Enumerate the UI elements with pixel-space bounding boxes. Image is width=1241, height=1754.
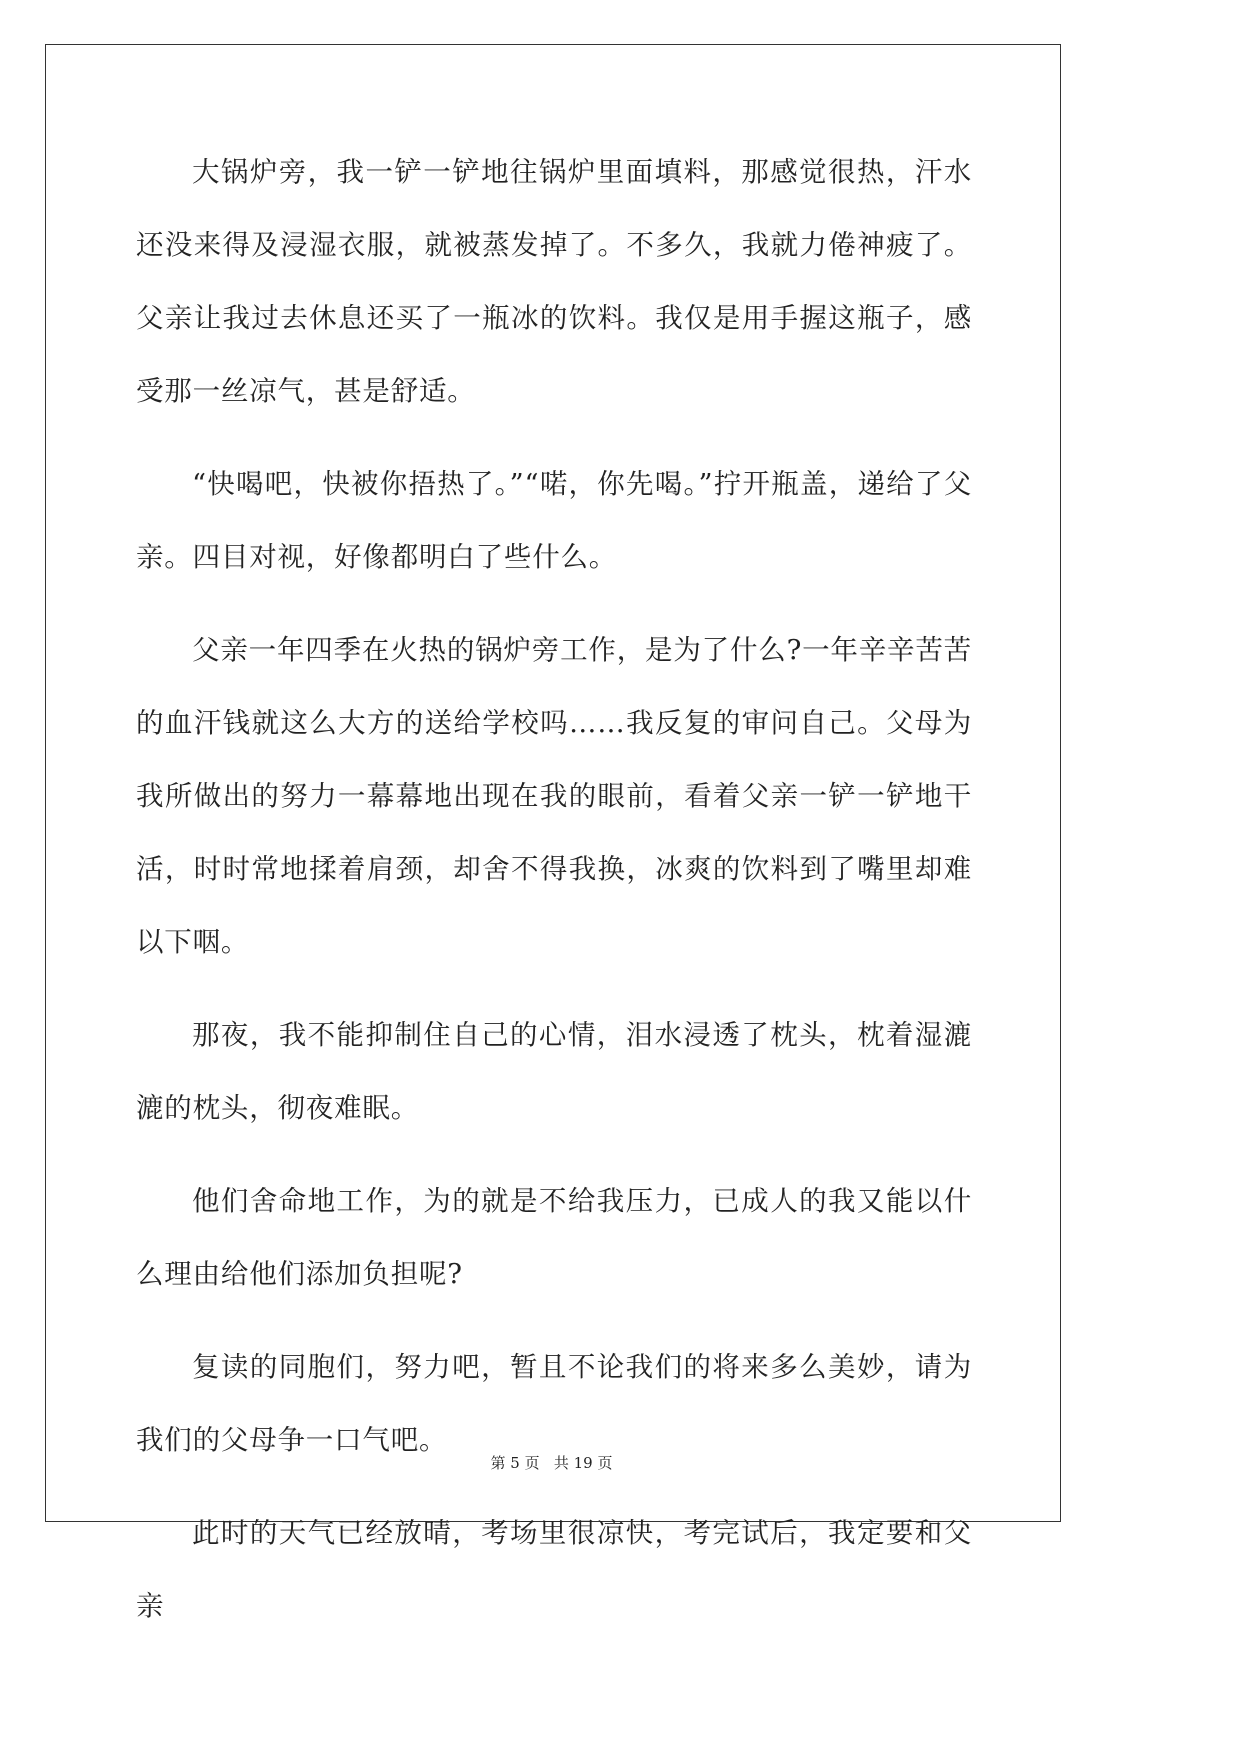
paragraph: 他们舍命地工作，为的就是不给我压力，已成人的我又能以什么理由给他们添加负担呢?	[136, 1185, 972, 1290]
paragraph: “快喝吧，快被你捂热了。”“喏，你先喝。”拧开瓶盖，递给了父亲。四目对视，好像都明白了些什么。	[136, 468, 972, 573]
page-number-footer: 第 5 页 共 19 页	[490, 1454, 613, 1472]
paragraph: 那夜，我不能抑制住自己的心情，泪水浸透了枕头，枕着湿漉漉的枕头，彻夜难眠。	[136, 1019, 972, 1124]
paragraph: 大锅炉旁，我一铲一铲地往锅炉里面填料，那感觉很热，汗水还没来得及浸湿衣服，就被蒸发掉了。不多久，我就力倦神疲了。父亲让我过去休息还买了一瓶冰的饮料。我仅是用手握这瓶子，感受那一丝凉气，甚是舒适。	[136, 156, 972, 407]
document-body	[136, 136, 972, 1663]
paragraph: 父亲一年四季在火热的锅炉旁工作，是为了什么?一年辛辛苦苦的血汗钱就这么大方的送给学校吗……我反复的审问自己。父母为我所做出的努力一幕幕地出现在我的眼前，看着父亲一铲一铲地干活，时时常地揉着肩颈，却舍不得我换，冰爽的饮料到了嘴里却难以下咽。	[136, 634, 972, 958]
paragraph: 此时的天气已经放晴，考场里很凉快，考完试后，我定要和父亲	[136, 1517, 972, 1622]
paragraph: 复读的同胞们，努力吧，暂且不论我们的将来多么美妙，请为我们的父母争一口气吧。	[136, 1351, 972, 1456]
